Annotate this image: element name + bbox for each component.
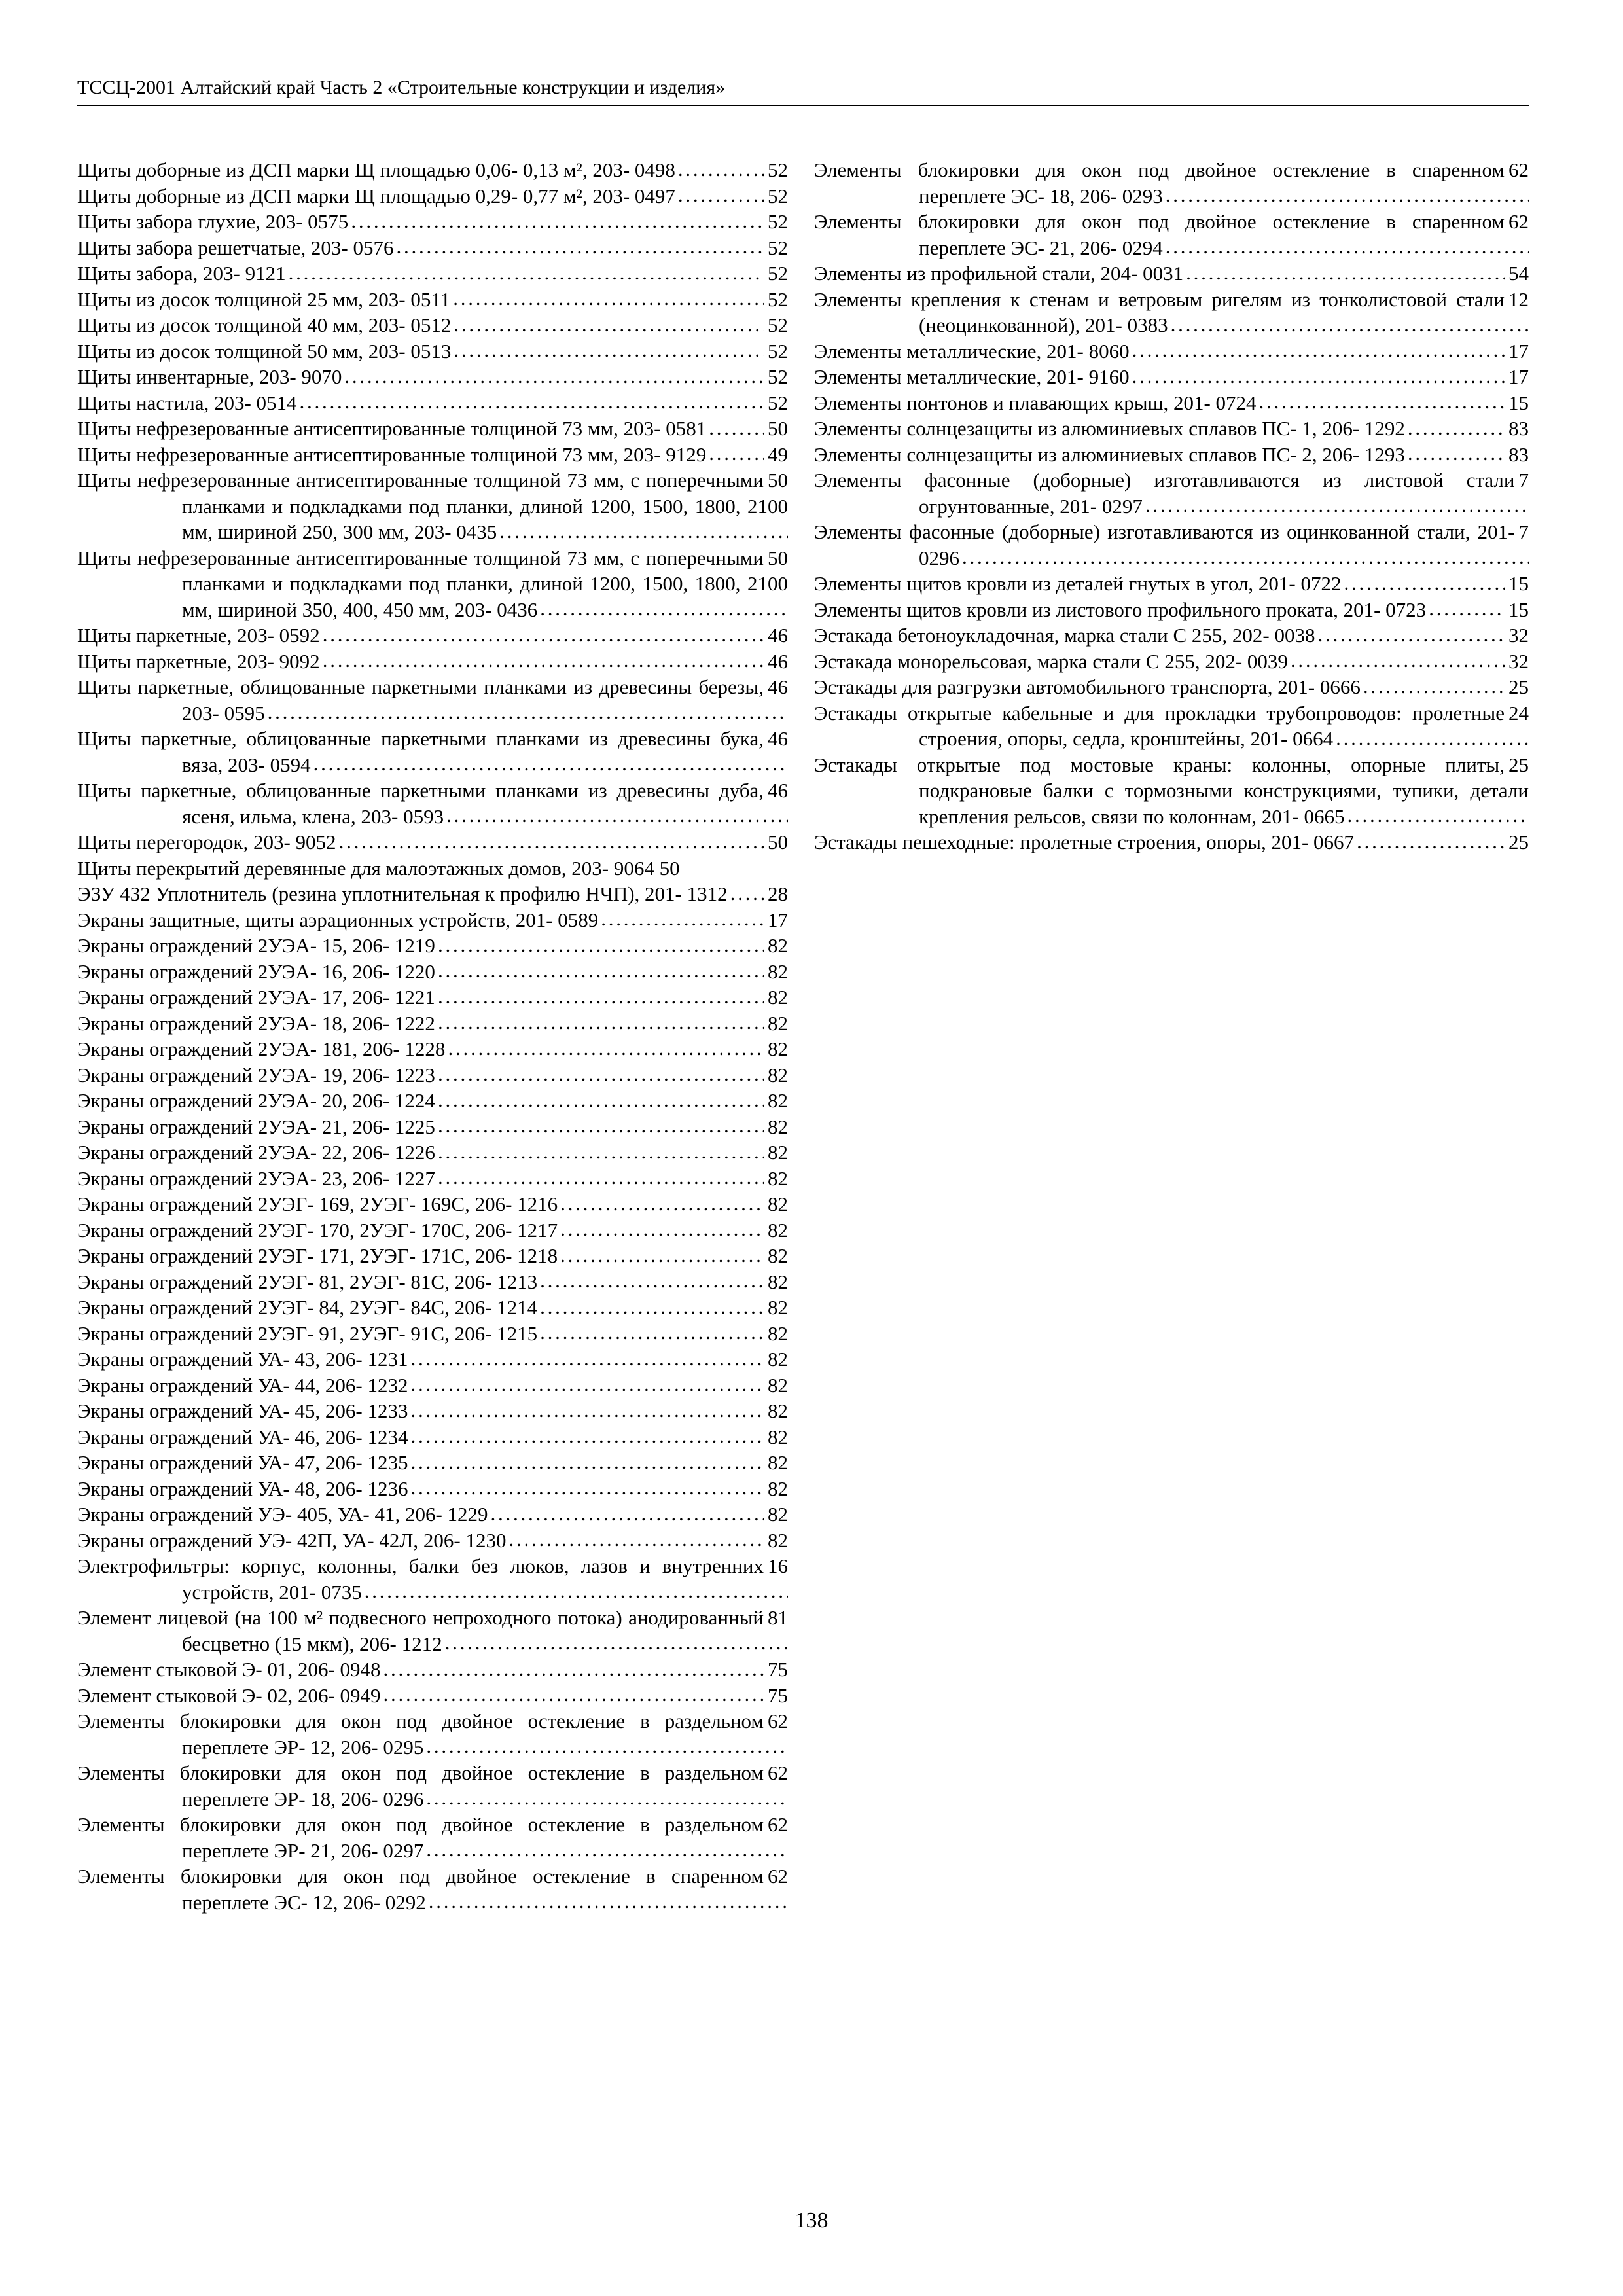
index-entry-text: Экраны ограждений 2УЭА- 22, 206- 1226 xyxy=(77,1141,435,1164)
index-entry-page: 15 xyxy=(1505,597,1529,623)
index-entry xyxy=(77,907,788,933)
index-entry-text: Щиты паркетные, облицованные паркетными планками из древесины дуба, ясеня, ильма, клена, 203- 0593 xyxy=(77,779,764,828)
index-entry xyxy=(77,829,788,855)
index-entry-text: Элементы фасонные (доборные) изготавливаются из листовой стали огрунтованные, 201- 0297 xyxy=(814,469,1515,518)
index-entry-page: 82 xyxy=(764,1088,788,1114)
index-entry-text: Экраны ограждений 2УЭГ- 91, 2УЭГ- 91С, 206- 1215 xyxy=(77,1321,538,1345)
index-entry xyxy=(77,1243,788,1269)
index-entry-text: Щиты настила, 203- 0514 xyxy=(77,391,297,414)
index-entry-text: Экраны ограждений 2УЭА- 21, 206- 1225 xyxy=(77,1115,435,1138)
index-entry-page: 62 xyxy=(764,1863,788,1890)
index-entry-page: 32 xyxy=(1505,622,1529,649)
index-entry-page: 15 xyxy=(1505,390,1529,416)
index-entry-page: 52 xyxy=(764,287,788,313)
index-entry-page: 32 xyxy=(1505,649,1529,675)
index-entry-page: 82 xyxy=(764,1011,788,1037)
index-entry xyxy=(77,1321,788,1347)
index-entry-page: 52 xyxy=(764,235,788,261)
index-entry-text: Щиты из досок толщиной 25 мм, 203- 0511 xyxy=(77,287,451,311)
index-entry-page: 83 xyxy=(1505,416,1529,442)
index-entry-text: Элементы солнцезащиты из алюминиевых сплавов ПС- 2, 206- 1293 xyxy=(814,442,1405,466)
header-rule xyxy=(77,105,1529,106)
index-entry-page: 52 xyxy=(764,209,788,235)
index-entry-text: Эстакады открытые кабельные и для прокладки трубопроводов: пролетные строения, опоры, седла, кронштейны, 201- 0664 xyxy=(814,701,1505,750)
index-entry xyxy=(814,829,1529,855)
index-entry-text: Щиты забора глухие, 203- 0575 xyxy=(77,210,349,233)
index-entry-page: 82 xyxy=(764,1450,788,1476)
index-entry xyxy=(77,157,788,183)
index-entry xyxy=(77,726,788,778)
index-entry-text: Экраны ограждений УА- 43, 206- 1231 xyxy=(77,1348,408,1371)
index-entry xyxy=(814,390,1529,416)
index-entry-page: 62 xyxy=(764,1812,788,1838)
index-entry-text: Экраны ограждений УА- 47, 206- 1235 xyxy=(77,1451,408,1474)
index-entry-text: Экраны ограждений 2УЭА- 181, 206- 1228 xyxy=(77,1037,446,1060)
index-entry-page: 46 xyxy=(764,778,788,804)
index-entry-page: 62 xyxy=(764,1760,788,1786)
index-entry-page: 82 xyxy=(764,1501,788,1528)
index-entry-text: Щиты нефрезерованные антисептированные толщиной 73 мм, с поперечными планками и подкладками под планки, длиной 1200, 1500, 1800, 2100 мм, шириной 350, 400, 450 мм, 203- 0436 xyxy=(77,546,788,621)
index-entry xyxy=(77,1398,788,1424)
index-entry-text: Элементы блокировки для окон под двойное остекление в раздельном переплете ЭР- 12, 206- 0295 xyxy=(77,1710,764,1759)
index-entry-page: 50 xyxy=(764,829,788,855)
index-entry xyxy=(77,984,788,1011)
index-entry-page: 7 xyxy=(1515,467,1529,493)
index-entry xyxy=(77,1657,788,1683)
index-entry xyxy=(77,1269,788,1295)
index-entry-page: 82 xyxy=(764,933,788,959)
index-entry-page: 82 xyxy=(764,1036,788,1062)
index-entry-page: 52 xyxy=(764,260,788,287)
index-entry-text: Экраны ограждений УА- 44, 206- 1232 xyxy=(77,1373,408,1397)
index-entry xyxy=(814,752,1529,830)
index-entry-page: 82 xyxy=(764,1424,788,1450)
index-entry xyxy=(77,1528,788,1554)
index-entry xyxy=(77,390,788,416)
index-entry-page: 62 xyxy=(764,1708,788,1734)
index-entry-page: 75 xyxy=(764,1683,788,1709)
index-entry xyxy=(814,416,1529,442)
index-entry xyxy=(77,1863,788,1915)
index-entry xyxy=(77,209,788,235)
index-entry-text: ЭЗУ 432 Уплотнитель (резина уплотнительная к профилю НЧП), 201- 1312 xyxy=(77,882,728,905)
index-entry xyxy=(77,1166,788,1192)
index-entry-page: 50 xyxy=(764,467,788,493)
index-entry-page: 82 xyxy=(764,1062,788,1088)
index-entry-page: 52 xyxy=(764,338,788,365)
index-entry xyxy=(77,1683,788,1709)
index-entry-text: Экраны ограждений 2УЭА- 18, 206- 1222 xyxy=(77,1011,435,1035)
index-entry xyxy=(814,364,1529,390)
index-entry xyxy=(77,649,788,675)
index-entry xyxy=(77,933,788,959)
index-entry-text: Щиты паркетные, облицованные паркетными планками из древесины бука, вяза, 203- 0594 xyxy=(77,727,764,776)
index-entry-page: 82 xyxy=(764,959,788,985)
index-entry xyxy=(77,1553,788,1605)
index-entry xyxy=(77,855,788,882)
index-entry-text: Элементы металлические, 201- 9160 xyxy=(814,365,1130,388)
index-entry-page: 7 xyxy=(1515,519,1529,545)
index-entry-text: Элемент стыковой Э- 02, 206- 0949 xyxy=(77,1683,381,1707)
index-entry-text: Элементы блокировки для окон под двойное остекление в спаренном переплете ЭС- 12, 206- 0292 xyxy=(77,1865,764,1914)
index-entry-page: 25 xyxy=(1505,829,1529,855)
index-entry xyxy=(77,622,788,649)
index-entry-text: Экраны ограждений 2УЭГ- 84, 2УЭГ- 84С, 206- 1214 xyxy=(77,1296,538,1319)
index-entry xyxy=(814,674,1529,700)
index-entry xyxy=(77,1501,788,1528)
index-entry-text: Экраны ограждений 2УЭГ- 81, 2УЭГ- 81С, 206- 1213 xyxy=(77,1270,538,1293)
index-entry-page: 46 xyxy=(764,726,788,752)
index-entry-page: 82 xyxy=(764,1243,788,1269)
index-entry-page: 62 xyxy=(1505,209,1529,235)
index-entry xyxy=(77,1139,788,1166)
index-entry-page: 46 xyxy=(764,649,788,675)
index-entry-page: 82 xyxy=(764,1191,788,1217)
index-column-left xyxy=(77,157,788,1915)
index-entry-page: 82 xyxy=(764,1166,788,1192)
index-entry xyxy=(814,260,1529,287)
index-entry xyxy=(77,1812,788,1863)
index-entry xyxy=(77,338,788,365)
index-entry-page: 46 xyxy=(764,674,788,700)
index-entry xyxy=(77,1011,788,1037)
index-entry xyxy=(814,622,1529,649)
index-entry-page: 25 xyxy=(1505,674,1529,700)
index-entry xyxy=(77,1372,788,1399)
index-entry xyxy=(77,1062,788,1088)
index-entry xyxy=(814,287,1529,338)
index-entry xyxy=(77,1217,788,1244)
index-entry xyxy=(814,338,1529,365)
index-entry xyxy=(77,235,788,261)
index-entry-text: Элементы из профильной стали, 204- 0031 xyxy=(814,262,1184,285)
index-entry-text: Эстакады пешеходные: пролетные строения, опоры, 201- 0667 xyxy=(814,831,1355,853)
index-entry xyxy=(77,260,788,287)
index-entry xyxy=(77,1036,788,1062)
index-entry-page: 17 xyxy=(1505,338,1529,365)
index-entry-page: 75 xyxy=(764,1657,788,1683)
index-entry xyxy=(77,1088,788,1114)
index-entry xyxy=(77,287,788,313)
index-entry xyxy=(814,157,1529,209)
index-entry-text: Электрофильтры: корпус, колонны, балки без люков, лазов и внутренних устройств, 201- 0735 xyxy=(77,1554,764,1604)
index-entry-text: Щиты инвентарные, 203- 9070 xyxy=(77,365,342,388)
index-entry xyxy=(77,959,788,985)
index-entry-page: 54 xyxy=(1505,260,1529,287)
index-entry-page: 82 xyxy=(764,1269,788,1295)
page-number: 138 xyxy=(794,2208,829,2233)
index-entry-page: 82 xyxy=(764,1139,788,1166)
index-entry xyxy=(77,183,788,209)
index-entry-text: Щиты забора, 203- 9121 xyxy=(77,262,286,285)
index-entry-text: Элементы блокировки для окон под двойное остекление в раздельном переплете ЭР- 18, 206- 0296 xyxy=(77,1761,764,1810)
index-entry-page: 52 xyxy=(764,157,788,183)
index-entry-page: 82 xyxy=(764,1398,788,1424)
index-entry-page: 52 xyxy=(764,312,788,338)
index-entry xyxy=(814,209,1529,260)
index-entry-text: Элемент стыковой Э- 01, 206- 0948 xyxy=(77,1658,381,1681)
index-entry-text: Щиты забора решетчатые, 203- 0576 xyxy=(77,236,394,259)
index-entry-text: Щиты нефрезерованные антисептированные толщиной 73 мм, 203- 9129 xyxy=(77,442,707,466)
index-entry xyxy=(77,778,788,829)
index-entry-text: Экраны ограждений 2УЭА- 17, 206- 1221 xyxy=(77,986,435,1009)
index-entry-text: Элементы металлические, 201- 8060 xyxy=(814,339,1130,363)
index-entry-text: Экраны ограждений УА- 48, 206- 1236 xyxy=(77,1477,408,1500)
index-entry xyxy=(77,467,788,545)
index-entry-text: Элементы щитов кровли из деталей гнутых в угол, 201- 0722 xyxy=(814,572,1342,595)
index-entry-text: Щиты из досок толщиной 40 мм, 203- 0512 xyxy=(77,314,452,336)
index-entry-page: 82 xyxy=(764,1528,788,1554)
index-entry-text: Щиты из досок толщиной 50 мм, 203- 0513 xyxy=(77,339,452,363)
index-entry-page: 81 xyxy=(764,1605,788,1631)
index-entry-text: Элементы блокировки для окон под двойное остекление в раздельном переплете ЭР- 21, 206- 0297 xyxy=(77,1813,764,1862)
index-entry-page: 28 xyxy=(764,881,788,907)
index-entry xyxy=(77,1191,788,1217)
index-entry-page: 52 xyxy=(764,364,788,390)
index-entry xyxy=(77,1450,788,1476)
index-entry-page: 25 xyxy=(1505,752,1529,778)
index-entry xyxy=(77,1605,788,1657)
index-entry xyxy=(77,1295,788,1321)
index-entry xyxy=(77,1424,788,1450)
index-entry-page: 50 xyxy=(764,416,788,442)
index-entry-text: Экраны ограждений УЭ- 42П, УА- 42Л, 206- 1230 xyxy=(77,1528,507,1552)
index-entry-page: 46 xyxy=(764,622,788,649)
index-entry-text: Эстакада бетоноукладочная, марка стали С 255, 202- 0038 xyxy=(814,624,1315,647)
index-entry xyxy=(814,467,1529,519)
index-entry-text: Экраны ограждений 2УЭГ- 169, 2УЭГ- 169С, 206- 1216 xyxy=(77,1193,558,1215)
index-entry-text: Элементы блокировки для окон под двойное остекление в спаренном переплете ЭС- 21, 206- 0294 xyxy=(814,210,1505,259)
index-entry xyxy=(814,519,1529,571)
index-entry-page: 50 xyxy=(764,545,788,571)
running-header: ТССЦ-2001 Алтайский край Часть 2 «Строительные конструкции и изделия» xyxy=(77,77,726,98)
index-entry-page: 82 xyxy=(764,1321,788,1347)
index-entry-text: Экраны ограждений 2УЭГ- 170, 2УЭГ- 170С, 206- 1217 xyxy=(77,1218,558,1242)
index-entry-text: Эстакады для разгрузки автомобильного транспорта, 201- 0666 xyxy=(814,675,1361,698)
index-entry-text: Элементы крепления к стенам и ветровым ригелям из тонколистовой стали (неоцинкованной), 201- 0383 xyxy=(814,287,1505,336)
index-entry-page: 82 xyxy=(764,1372,788,1399)
index-entry-text: Экраны ограждений УЭ- 405, УА- 41, 206- 1229 xyxy=(77,1503,488,1526)
index-entry xyxy=(814,597,1529,623)
index-entry xyxy=(77,1708,788,1760)
index-entry xyxy=(77,312,788,338)
index-entry-text: Эстакада монорельсовая, марка стали С 255, 202- 0039 xyxy=(814,649,1288,673)
index-entry-text: Экраны ограждений 2УЭГ- 171, 2УЭГ- 171С, 206- 1218 xyxy=(77,1244,558,1267)
index-entry-text: Щиты нефрезерованные антисептированные толщиной 73 мм, с поперечными планками и подкладками под планки, длиной 1200, 1500, 1800, 2100 мм, шириной 250, 300 мм, 203- 0435 xyxy=(77,469,788,543)
index-entry-text: Экраны ограждений 2УЭА- 16, 206- 1220 xyxy=(77,960,435,983)
index-entry xyxy=(77,1114,788,1140)
index-entry-page: 83 xyxy=(1505,442,1529,468)
index-entry-text: Экраны ограждений 2УЭА- 23, 206- 1227 xyxy=(77,1166,435,1190)
index-entry xyxy=(77,545,788,623)
index-entry-text: Экраны ограждений 2УЭА- 20, 206- 1224 xyxy=(77,1089,435,1112)
index-entry xyxy=(814,571,1529,597)
index-entry-page: 82 xyxy=(764,1295,788,1321)
index-entry-page: 15 xyxy=(1505,571,1529,597)
index-entry-text: Щиты перекрытий деревянные для малоэтажных домов, 203- 9064 50 xyxy=(77,856,680,880)
index-entry-text: Элемент лицевой (на 100 м² подвесного непроходного потока) анодированный бесцветно (15 мкм), 206- 1212 xyxy=(77,1606,764,1655)
index-entry-page: 24 xyxy=(1505,700,1529,726)
index-entry-text: Эстакады открытые под мостовые краны: колонны, опорные плиты, подкрановые балки с тормозными конструкциями, тупики, детали крепления рельсов, связи по колоннам, 201- 0665 xyxy=(814,753,1529,828)
index-entry-text: Элементы щитов кровли из листового профильного проката, 201- 0723 xyxy=(814,598,1427,621)
index-entry-text: Щиты паркетные, облицованные паркетными планками из древесины березы, 203- 0595 xyxy=(77,675,764,725)
index-entry xyxy=(77,1760,788,1812)
index-entry-text: Элементы блокировки для окон под двойное остекление в спаренном переплете ЭС- 18, 206- 0293 xyxy=(814,158,1505,207)
index-entry-page: 49 xyxy=(764,442,788,468)
index-entry-text: Элементы солнцезащиты из алюминиевых сплавов ПС- 1, 206- 1292 xyxy=(814,417,1405,440)
index-entry-text: Экраны ограждений УА- 45, 206- 1233 xyxy=(77,1399,408,1422)
index-entry-text: Экраны защитные, щиты аэрационных устройств, 201- 0589 xyxy=(77,908,599,931)
index-entry-page: 82 xyxy=(764,1114,788,1140)
index-entry-page: 82 xyxy=(764,1476,788,1502)
index-entry xyxy=(77,442,788,468)
index-entry xyxy=(77,674,788,726)
index-entry xyxy=(814,700,1529,752)
index-entry-page: 82 xyxy=(764,1217,788,1244)
index-entry-page: 16 xyxy=(764,1553,788,1579)
index-entry-page: 17 xyxy=(764,907,788,933)
index-entry-page: 12 xyxy=(1505,287,1529,313)
index-entry-text: Щиты паркетные, 203- 9092 xyxy=(77,649,320,673)
index-entry-text: Экраны ограждений 2УЭА- 19, 206- 1223 xyxy=(77,1063,435,1086)
index-entry xyxy=(77,881,788,907)
index-entry-text: Элементы понтонов и плавающих крыш, 201- 0724 xyxy=(814,391,1257,414)
index-entry-text: Щиты доборные из ДСП марки Щ площадью 0,06- 0,13 м², 203- 0498 xyxy=(77,158,675,181)
index-entry xyxy=(77,364,788,390)
index-entry-text: Щиты перегородок, 203- 9052 xyxy=(77,831,336,853)
index-entry xyxy=(814,649,1529,675)
index-entry-page: 52 xyxy=(764,390,788,416)
index-entry xyxy=(77,416,788,442)
index-entry-page: 52 xyxy=(764,183,788,209)
index-entry-text: Щиты паркетные, 203- 0592 xyxy=(77,624,320,647)
index-entry-page: 82 xyxy=(764,1346,788,1372)
index-entry xyxy=(77,1476,788,1502)
index-column-right xyxy=(814,157,1529,855)
index-entry-text: Экраны ограждений УА- 46, 206- 1234 xyxy=(77,1425,408,1448)
index-entry xyxy=(814,442,1529,468)
index-entry-page: 62 xyxy=(1505,157,1529,183)
index-entry-page: 82 xyxy=(764,984,788,1011)
index-entry-text: Элементы фасонные (доборные) изготавливаются из оцинкованной стали, 201- 0296 xyxy=(814,520,1515,569)
index-entry-text: Щиты нефрезерованные антисептированные толщиной 73 мм, 203- 0581 xyxy=(77,417,707,440)
index-entry-page: 17 xyxy=(1505,364,1529,390)
index-entry xyxy=(77,1346,788,1372)
index-entry-text: Экраны ограждений 2УЭА- 15, 206- 1219 xyxy=(77,934,435,957)
index-entry-text: Щиты доборные из ДСП марки Щ площадью 0,29- 0,77 м², 203- 0497 xyxy=(77,184,675,207)
